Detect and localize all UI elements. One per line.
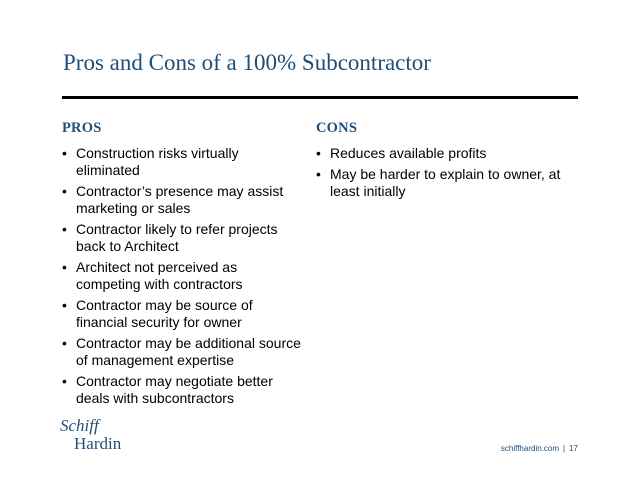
- pros-item: [62, 259, 302, 293]
- pros-item-text: Contractor may negotiate better deals with subcontractors: [76, 373, 273, 406]
- pros-item: [62, 221, 302, 255]
- pros-item-text: Construction risks virtually eliminated: [76, 145, 239, 178]
- pros-item-text: Architect not perceived as competing with contractors: [76, 259, 243, 292]
- bullet-icon: •: [62, 259, 67, 275]
- slide-title: Pros and Cons of a 100% Subcontractor: [63, 50, 431, 75]
- pros-item: [62, 183, 302, 217]
- bullet-icon: •: [62, 373, 67, 389]
- footer-site: schiffhardin.com: [500, 444, 560, 453]
- schiff-hardin-logo: [60, 416, 140, 456]
- pros-item: [62, 297, 302, 331]
- bullet-icon: •: [316, 166, 321, 182]
- pros-list: [62, 145, 302, 411]
- bullet-icon: •: [62, 335, 67, 351]
- cons-item: [316, 145, 581, 162]
- cons-heading: CONS: [316, 120, 358, 136]
- cons-item-text: May be harder to explain to owner, at least initially: [330, 166, 561, 199]
- bullet-icon: •: [62, 221, 67, 237]
- pros-item-text: Contractor’s presence may assist marketing or sales: [76, 183, 284, 216]
- bullet-icon: •: [62, 297, 67, 313]
- bullet-icon: •: [62, 183, 67, 199]
- footer: [501, 444, 578, 453]
- pros-item: [62, 335, 302, 369]
- cons-list: [316, 145, 581, 204]
- pros-item: [62, 373, 302, 407]
- pros-item-text: Contractor may be additional source of management expertise: [76, 335, 301, 368]
- footer-separator: |: [563, 444, 566, 453]
- cons-item-text: Reduces available profits: [330, 145, 487, 161]
- pros-item-text: Contractor may be source of financial security for owner: [76, 297, 253, 330]
- title-rule: [62, 96, 578, 99]
- logo-line-2: Hardin: [74, 434, 122, 453]
- pros-item-text: Contractor likely to refer projects back to Architect: [76, 221, 278, 254]
- page-number: 17: [569, 444, 578, 453]
- pros-item: [62, 145, 302, 179]
- logo-line-1: Schiff: [60, 416, 99, 435]
- cons-item: [316, 166, 581, 200]
- pros-heading: PROS: [62, 120, 102, 136]
- bullet-icon: •: [316, 145, 321, 161]
- bullet-icon: •: [62, 145, 67, 161]
